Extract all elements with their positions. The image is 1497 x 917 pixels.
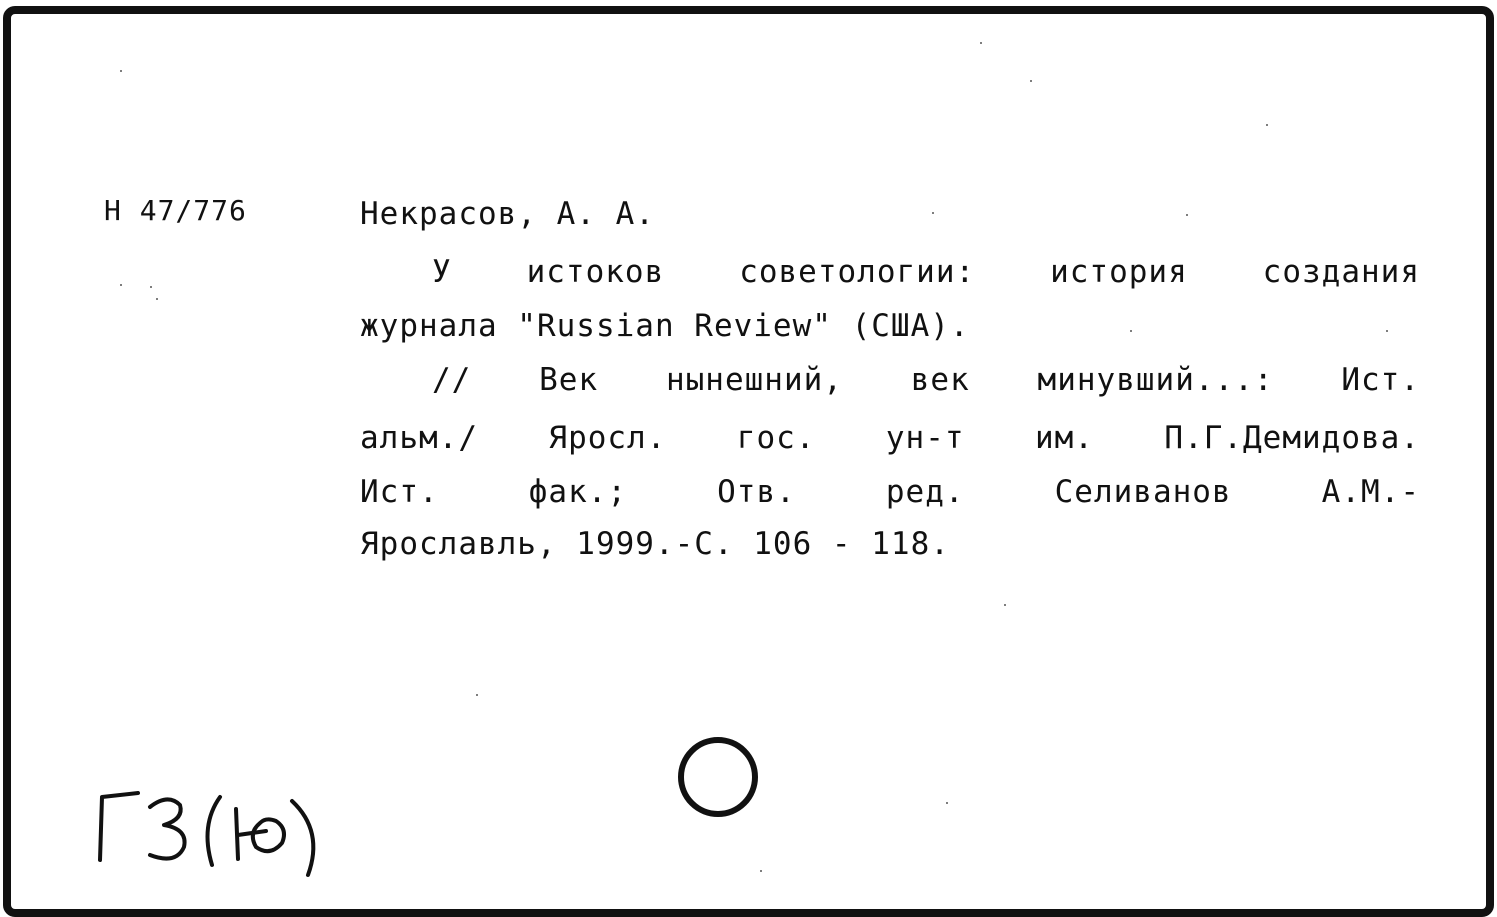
description-line-3: // Век нынешний, век минувший...: Ист. (432, 362, 1420, 398)
handwritten-classification-mark (88, 785, 348, 885)
scan-speck (156, 298, 158, 300)
description-line-4: альм./ Яросл. гос. ун-т им. П.Г.Демидова. (360, 420, 1420, 456)
scan-speck (1266, 124, 1268, 126)
scan-speck (980, 42, 982, 44)
scan-speck (1004, 604, 1006, 606)
punch-hole (678, 737, 758, 817)
description-line-6: Ярославль, 1999.-С. 106 - 118. (360, 526, 950, 562)
description-line-2: журнала "Russian Review" (США). (360, 308, 970, 344)
author-heading: Некрасов, А. А. (360, 196, 655, 232)
scan-speck (1386, 330, 1388, 332)
scan-speck (150, 286, 152, 288)
scan-speck (476, 694, 478, 696)
description-line-1: У истоков советологии: история создания (432, 254, 1420, 290)
shelfmark: Н 47/776 (104, 194, 247, 227)
scan-speck (120, 70, 122, 72)
description-line-5: Ист. фак.; Отв. ред. Селиванов А.М.- (360, 474, 1420, 510)
scan-speck (946, 802, 948, 804)
scan-speck (1130, 330, 1132, 332)
scan-speck (120, 284, 122, 286)
scan-speck (932, 212, 934, 214)
scan-speck (1030, 80, 1032, 82)
scan-speck (760, 870, 762, 872)
scan-speck (1186, 214, 1188, 216)
